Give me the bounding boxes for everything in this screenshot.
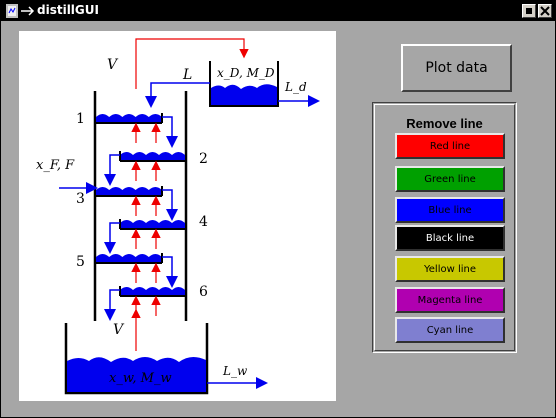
tray-number-3: 3	[76, 191, 85, 207]
tray-liquid-1	[96, 114, 162, 123]
title-bar	[1, 1, 556, 21]
label-l: L	[183, 67, 193, 83]
downcomer-arrow-4	[110, 223, 120, 251]
minimize-button[interactable]	[522, 4, 536, 18]
label-v-top: V	[107, 57, 118, 73]
tray-liquid-4	[120, 220, 185, 229]
remove-yellow-line-button[interactable]: Yellow line	[395, 256, 505, 282]
condenser-liquid	[211, 84, 277, 105]
tray-liquid-6	[120, 287, 185, 296]
tray-number-2: 2	[199, 151, 208, 167]
remove-cyan-line-button[interactable]: Cyan line	[395, 317, 505, 343]
remove-line-panel	[372, 102, 517, 353]
figure-area	[3, 21, 555, 417]
tray-number-4: 4	[199, 214, 208, 230]
window-title: distillGUI	[37, 3, 99, 17]
tray-liquid-2	[120, 152, 185, 161]
label-condenser: x_D, M_D	[217, 66, 275, 80]
tray-group	[96, 113, 185, 318]
minimize-icon	[523, 5, 535, 17]
column-schematic	[19, 31, 336, 401]
label-feed: x_F, F	[36, 158, 75, 173]
plot-data-button[interactable]: Plot data	[401, 44, 512, 92]
label-distillate: L_d	[285, 80, 307, 94]
tray-liquid-3	[96, 187, 162, 196]
remove-blue-line-button[interactable]: Blue line	[395, 197, 505, 223]
label-reboiler: x_w, M_w	[109, 371, 172, 386]
remove-line-title: Remove line	[406, 116, 483, 131]
tray-number-6: 6	[199, 284, 208, 300]
tray-number-1: 1	[76, 111, 85, 127]
label-bottoms: L_w	[223, 364, 248, 378]
remove-green-line-button[interactable]: Green line	[395, 166, 505, 192]
downcomer-arrow-3	[162, 190, 172, 218]
remove-black-line-button[interactable]: Black line	[395, 225, 505, 251]
close-button[interactable]	[538, 4, 552, 18]
tray-liquid-5	[96, 254, 162, 263]
remove-magenta-line-button[interactable]: Magenta line	[395, 287, 505, 313]
matlab-figure-icon	[5, 3, 35, 19]
reflux-arrow	[151, 83, 210, 105]
tray-number-5: 5	[76, 254, 85, 270]
downcomer-arrow-6	[110, 290, 120, 318]
distillation-column-diagram	[19, 31, 336, 401]
downcomer-arrow-5	[162, 257, 172, 285]
close-icon	[539, 5, 551, 17]
remove-red-line-button[interactable]: Red line	[395, 133, 505, 159]
label-v-bottom: V	[113, 322, 124, 338]
downcomer-arrow-2	[110, 155, 120, 183]
downcomer-arrow-1	[162, 117, 172, 145]
